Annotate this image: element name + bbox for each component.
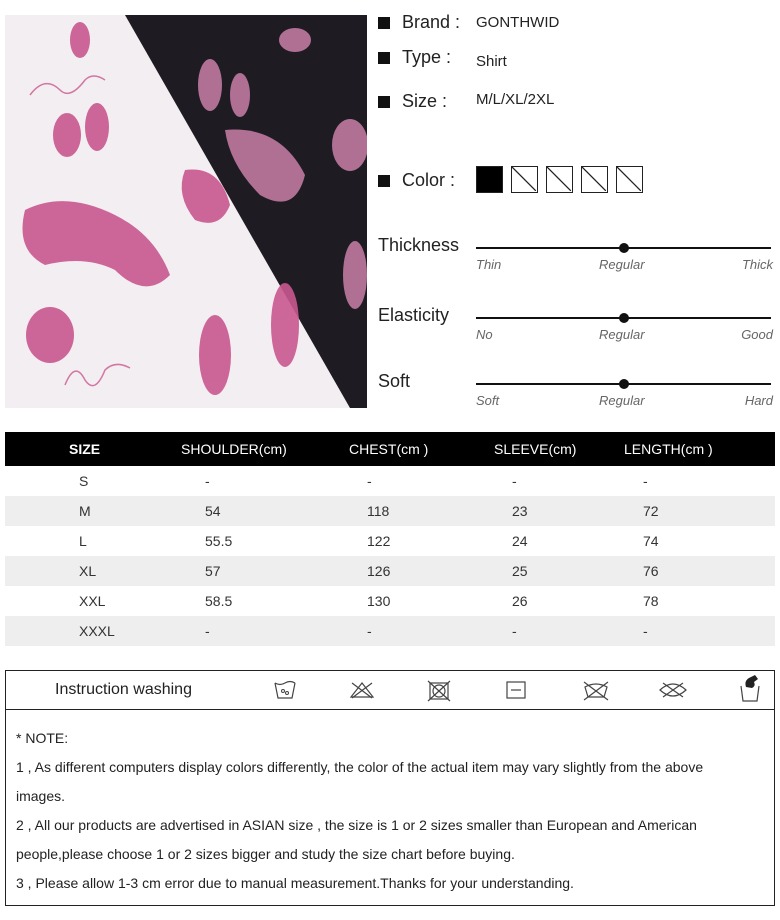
table-cell: 122 xyxy=(367,533,391,549)
type-row xyxy=(378,47,451,68)
scale-high-label: Hard xyxy=(744,393,773,408)
brand-value: GONTHWID xyxy=(476,14,560,31)
table-cell: - xyxy=(367,473,372,489)
do-not-wring-icon xyxy=(582,680,610,702)
size-label: Size : xyxy=(402,91,448,111)
table-cell: 23 xyxy=(512,503,528,519)
color-row xyxy=(378,170,455,191)
header-cell: LENGTH(cm ) xyxy=(624,441,713,457)
scale-indicator-dot xyxy=(619,243,629,253)
table-cell: M xyxy=(79,503,91,519)
notes-section xyxy=(5,710,775,906)
table-cell: XL xyxy=(79,563,97,579)
washing-instructions xyxy=(5,670,775,710)
table-cell: 57 xyxy=(205,563,221,579)
size-table xyxy=(5,432,775,646)
table-cell: 26 xyxy=(512,593,528,609)
scale-indicator-dot xyxy=(619,313,629,323)
table-cell: - xyxy=(512,473,517,489)
table-cell: - xyxy=(205,473,210,489)
table-row xyxy=(5,556,775,586)
scale-low-label: Soft xyxy=(476,393,500,408)
header-cell: CHEST(cm ) xyxy=(349,441,429,457)
table-cell: - xyxy=(512,623,517,639)
table-row xyxy=(5,496,775,526)
scale-mid-label: Regular xyxy=(599,327,645,342)
scale-mid-label: Regular xyxy=(599,257,645,272)
do-not-bleach-icon xyxy=(349,680,375,700)
scale-low-label: Thin xyxy=(476,257,502,272)
hand-wash-30-icon xyxy=(274,680,296,700)
color-swatch-unavailable[interactable] xyxy=(616,166,643,193)
size-value: M/L/XL/2XL xyxy=(476,91,555,108)
scale-label-elasticity: Elasticity xyxy=(378,305,450,325)
note-line: 2 , All our products are advertised in ASIAN size , the size is 1 or 2 sizes smaller than European and American xyxy=(16,817,697,833)
bullet-square-icon xyxy=(378,96,390,108)
table-cell: - xyxy=(367,623,372,639)
table-row xyxy=(5,466,775,496)
table-cell: 76 xyxy=(643,563,659,579)
brand-row xyxy=(378,12,460,33)
scale-label-soft: Soft xyxy=(378,371,411,391)
brand-label: Brand : xyxy=(402,12,461,32)
bullet-square-icon xyxy=(378,175,390,187)
note-line: 3 , Please allow 1-3 cm error due to manual measurement.Thanks for your understanding. xyxy=(16,875,574,891)
table-cell: - xyxy=(205,623,210,639)
header-cell: SIZE xyxy=(69,441,101,457)
table-cell: 78 xyxy=(643,593,659,609)
table-cell: - xyxy=(643,473,648,489)
size-row xyxy=(378,91,447,112)
note-line: people,please choose 1 or 2 sizes bigger and study the size chart before buying. xyxy=(16,846,515,862)
scale-indicator-dot xyxy=(619,379,629,389)
color-swatch-unavailable[interactable] xyxy=(511,166,538,193)
note-line: images. xyxy=(16,788,66,804)
table-cell: 126 xyxy=(367,563,391,579)
bullet-square-icon xyxy=(378,52,390,64)
dry-clean-icon xyxy=(738,674,762,704)
header-cell: SLEEVE(cm) xyxy=(494,441,577,457)
table-cell: 54 xyxy=(205,503,221,519)
header-cell: SHOULDER(cm) xyxy=(181,441,287,457)
table-cell: 55.5 xyxy=(205,533,233,549)
table-cell: 130 xyxy=(367,593,391,609)
scale-low-label: No xyxy=(476,327,493,342)
color-swatch-unavailable[interactable] xyxy=(546,166,573,193)
table-row xyxy=(5,526,775,556)
table-cell: XXXL xyxy=(79,623,115,639)
scale-mid-label: Regular xyxy=(599,393,645,408)
scale-high-label: Good xyxy=(741,327,773,342)
spec-panel xyxy=(378,0,778,420)
table-cell: 24 xyxy=(512,533,528,549)
table-cell: S xyxy=(79,473,89,489)
do-not-tumble-dry-icon xyxy=(427,680,451,702)
table-cell: 25 xyxy=(512,563,528,579)
notes-heading: * NOTE: xyxy=(16,730,69,746)
washing-title: Instruction washing xyxy=(55,681,192,698)
table-cell: - xyxy=(643,623,648,639)
bullet-square-icon xyxy=(378,17,390,29)
type-label: Type : xyxy=(402,47,452,67)
color-label: Color : xyxy=(402,170,456,190)
table-cell: 74 xyxy=(643,533,659,549)
do-not-iron-icon xyxy=(657,680,689,700)
type-value: Shirt xyxy=(476,53,507,70)
color-swatch-unavailable[interactable] xyxy=(581,166,608,193)
table-cell: L xyxy=(79,533,87,549)
scale-label-thickness: Thickness xyxy=(378,235,460,255)
table-row xyxy=(5,616,775,646)
fabric-photo xyxy=(5,15,367,408)
color-swatch-black[interactable] xyxy=(476,166,503,193)
table-cell: 58.5 xyxy=(205,593,233,609)
color-swatches xyxy=(476,166,643,193)
scale-high-label: Thick xyxy=(741,257,773,272)
dry-flat-icon xyxy=(505,680,527,700)
note-line: 1 , As different computers display colors differently, the color of the actual item may vary slightly from the above xyxy=(16,759,704,775)
size-table-header xyxy=(5,432,775,466)
table-cell: 72 xyxy=(643,503,659,519)
table-cell: XXL xyxy=(79,593,106,609)
table-cell: 118 xyxy=(367,503,390,519)
table-row xyxy=(5,586,775,616)
